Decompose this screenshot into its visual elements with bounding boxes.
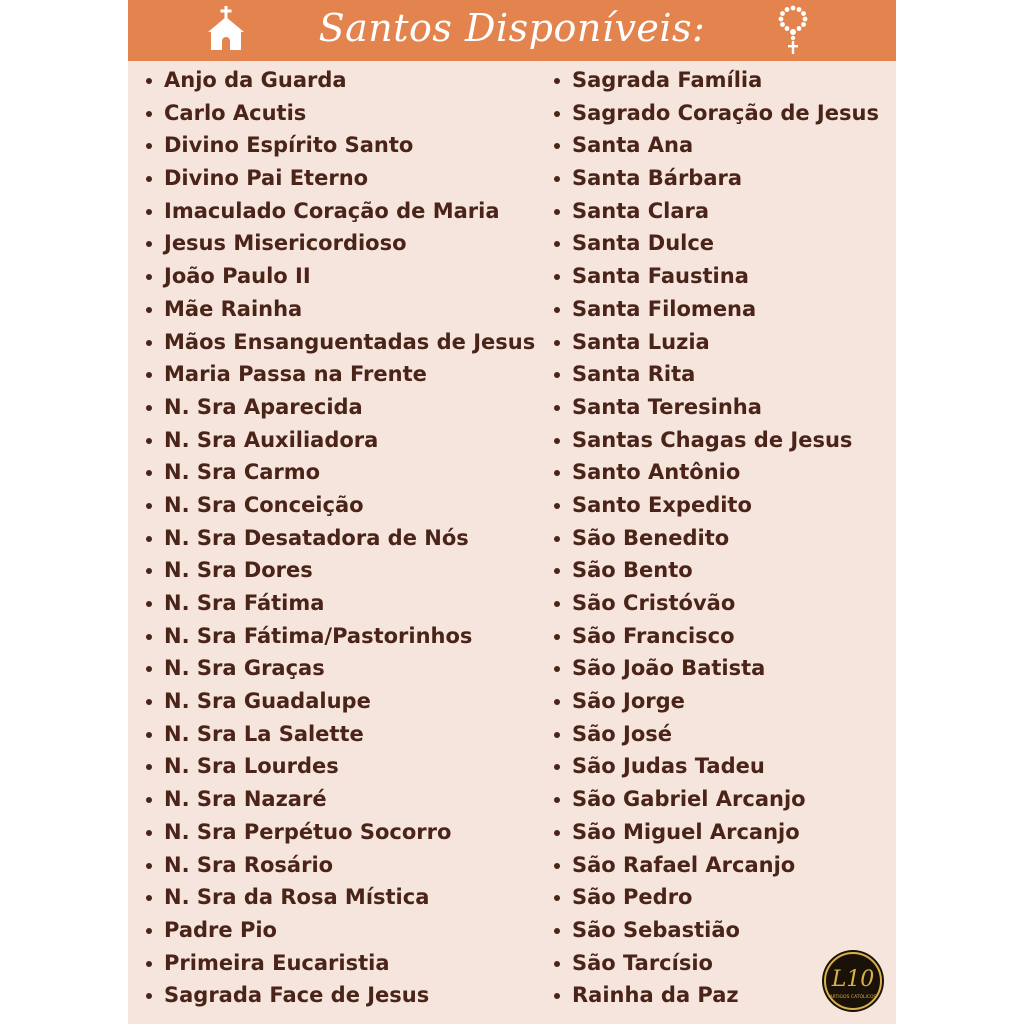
list-item: N. Sra Conceição: [146, 489, 535, 522]
svg-text:ARTIGOS CATÓLICOS: ARTIGOS CATÓLICOS: [829, 995, 877, 1000]
list-item: Santa Rita: [554, 358, 879, 391]
list-item: Sagrado Coração de Jesus: [554, 97, 879, 130]
list-item: N. Sra Fátima: [146, 587, 535, 620]
list-item: N. Sra Lourdes: [146, 750, 535, 783]
list-item: N. Sra Graças: [146, 652, 535, 685]
list-item: N. Sra Perpétuo Socorro: [146, 816, 535, 849]
list-item: Santa Bárbara: [554, 162, 879, 195]
list-item: São João Batista: [554, 652, 879, 685]
list-item: Sagrada Face de Jesus: [146, 979, 535, 1012]
header-bar: [128, 0, 896, 61]
list-item: Mãos Ensanguentadas de Jesus: [146, 326, 535, 359]
list-item: Maria Passa na Frente: [146, 358, 535, 391]
list-item: Carlo Acutis: [146, 97, 535, 130]
list-item: São Judas Tadeu: [554, 750, 879, 783]
list-item: N. Sra Nazaré: [146, 783, 535, 816]
saints-list-right: [554, 64, 879, 1012]
list-item: Santa Teresinha: [554, 391, 879, 424]
list-item: São Sebastião: [554, 914, 879, 947]
list-item: Padre Pio: [146, 914, 535, 947]
list-item: São Benedito: [554, 522, 879, 555]
list-item: São Miguel Arcanjo: [554, 816, 879, 849]
list-item: N. Sra Rosário: [146, 849, 535, 882]
list-item: Santa Dulce: [554, 227, 879, 260]
list-item: N. Sra Carmo: [146, 456, 535, 489]
list-item: N. Sra Guadalupe: [146, 685, 535, 718]
list-item: Santa Clara: [554, 195, 879, 228]
list-item: Anjo da Guarda: [146, 64, 535, 97]
svg-text:L10: L10: [831, 967, 875, 992]
poster: [128, 0, 896, 1024]
list-item: N. Sra Dores: [146, 554, 535, 587]
list-item: São Cristóvão: [554, 587, 879, 620]
list-item: João Paulo II: [146, 260, 535, 293]
list-item: N. Sra Auxiliadora: [146, 424, 535, 457]
list-item: N. Sra Desatadora de Nós: [146, 522, 535, 555]
list-item: São Francisco: [554, 620, 879, 653]
list-item: Santa Faustina: [554, 260, 879, 293]
list-item: Divino Pai Eterno: [146, 162, 535, 195]
list-item: São Jorge: [554, 685, 879, 718]
list-item: N. Sra Fátima/Pastorinhos: [146, 620, 535, 653]
list-item: N. Sra La Salette: [146, 718, 535, 751]
list-item: São José: [554, 718, 879, 751]
list-item: São Rafael Arcanjo: [554, 849, 879, 882]
list-item: Santo Antônio: [554, 456, 879, 489]
list-item: Divino Espírito Santo: [146, 129, 535, 162]
list-item: Sagrada Família: [554, 64, 879, 97]
saints-list-left: [146, 64, 535, 1012]
list-item: Santas Chagas de Jesus: [554, 424, 879, 457]
list-item: N. Sra da Rosa Mística: [146, 881, 535, 914]
list-item: Rainha da Paz: [554, 979, 879, 1012]
list-item: Santo Expedito: [554, 489, 879, 522]
list-item: São Pedro: [554, 881, 879, 914]
list-item: Imaculado Coração de Maria: [146, 195, 535, 228]
list-item: São Bento: [554, 554, 879, 587]
list-item: Jesus Misericordioso: [146, 227, 535, 260]
brand-logo: [820, 948, 886, 1019]
rosary-icon: [775, 4, 811, 61]
list-item: Santa Filomena: [554, 293, 879, 326]
list-item: Primeira Eucaristia: [146, 947, 535, 980]
list-item: São Gabriel Arcanjo: [554, 783, 879, 816]
list-item: São Tarcísio: [554, 947, 879, 980]
page-title: Santos Disponíveis:: [318, 6, 706, 50]
list-item: Mãe Rainha: [146, 293, 535, 326]
list-item: N. Sra Aparecida: [146, 391, 535, 424]
list-item: Santa Luzia: [554, 326, 879, 359]
list-item: Santa Ana: [554, 129, 879, 162]
